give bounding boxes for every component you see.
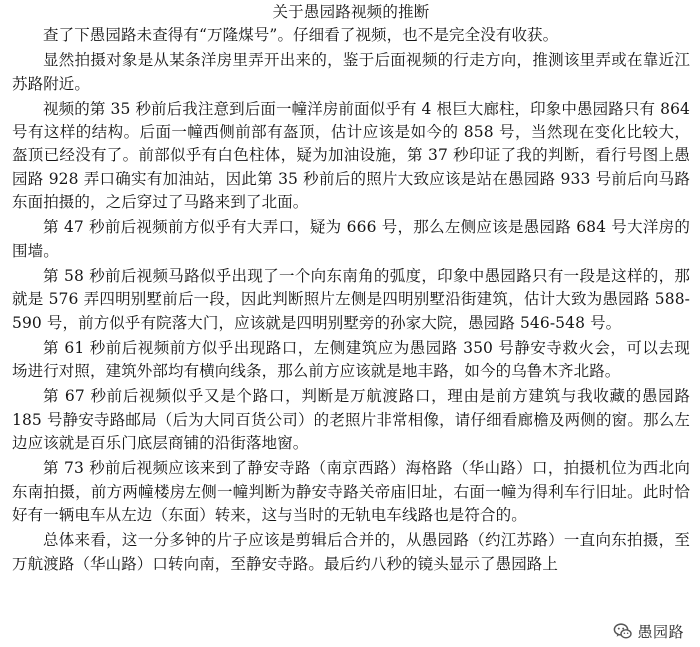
paragraph-2: 显然拍摄对象是从某条洋房里弄开出来的，鉴于后面视频的行走方向，推测该里弄或在靠近江苏路附近。 — [12, 51, 690, 93]
paragraph-9: 总体来看，这一分多钟的片子应该是剪辑后合并的，从愚园路（约江苏路）一直向东拍摄，至万航渡路（华山路）口转向南，至静安寺路。最后约八秒的镜头显示了愚园路上 — [12, 531, 690, 573]
paragraph-8: 第 73 秒前后视频应该来到了静安寺路（南京西路）海格路（华山路）口，拍摄机位为西北向东南拍摄，前方两幢楼房左侧一幢判断为静安寺路关帝庙旧址，右面一幢为得利车行旧址。此时恰好有一辆电车从左边（东面）转来，这与当时的无轨电车线路也是符合的。 — [12, 459, 690, 524]
paragraph-1: 查了下愚园路未查得有“万隆煤号”。仔细看了视频，也不是完全没有收获。 — [43, 26, 559, 44]
paragraph-3: 视频的第 35 秒前后我注意到后面一幢洋房前面似乎有 4 根巨大廊柱，印象中愚园路只有 864 号有这样的结构。后面一幢西侧前部有盔顶，估计应该是如今的 858 号，当然现在变化比较大，盔顶已经没有了。前部似乎有白色柱体，疑为加油设施，第 37 秒印证了我的判断，看行号图上愚园路 928 弄口确实有加油站，因此第 35 秒前后的照片大致应该是站在愚园路 933 号前后向马路东面拍摄的，之后穿过了马路来到了北面。 — [12, 99, 690, 212]
paragraph-4: 第 47 秒前后视频前方似乎有大弄口，疑为 666 号，那么左侧应该是愚园路 684 号大洋房的围墙。 — [12, 218, 690, 260]
paragraph-7: 第 67 秒前后视频似乎又是个路口，判断是万航渡路口，理由是前方建筑与我收藏的愚园路 185 号静安寺路邮局（后为大同百货公司）的老照片非常相像，请仔细看廊檐及两侧的窗。那么左边应该就是百乐门底层商铺的沿街落地窗。 — [12, 387, 690, 453]
paragraph-5: 第 58 秒前后视频马路似乎出现了一个向东南角的弧度，印象中愚园路只有一段是这样的，那就是 576 弄四明别墅前后一段，因此判断照片左侧是四明别墅沿街建筑，估计大致为愚园路 588-590 号，前方似乎有院落大门，应该就是四明别墅旁的孙家大院，愚园路 546-548 号。 — [12, 266, 690, 332]
document-title: 关于愚园路视频的推断 — [272, 3, 430, 21]
watermark-text: 愚园路 — [637, 622, 684, 641]
paragraph-6: 第 61 秒前后视频前方似乎出现路口，左侧建筑应为愚园路 350 号静安寺救火会，可以去现场进行对照，建筑外部均有横向线条，那么前方应该就是地丰路，如今的乌鲁木齐北路。 — [12, 338, 690, 381]
wechat-logo-icon — [613, 621, 633, 641]
watermark — [609, 619, 686, 643]
